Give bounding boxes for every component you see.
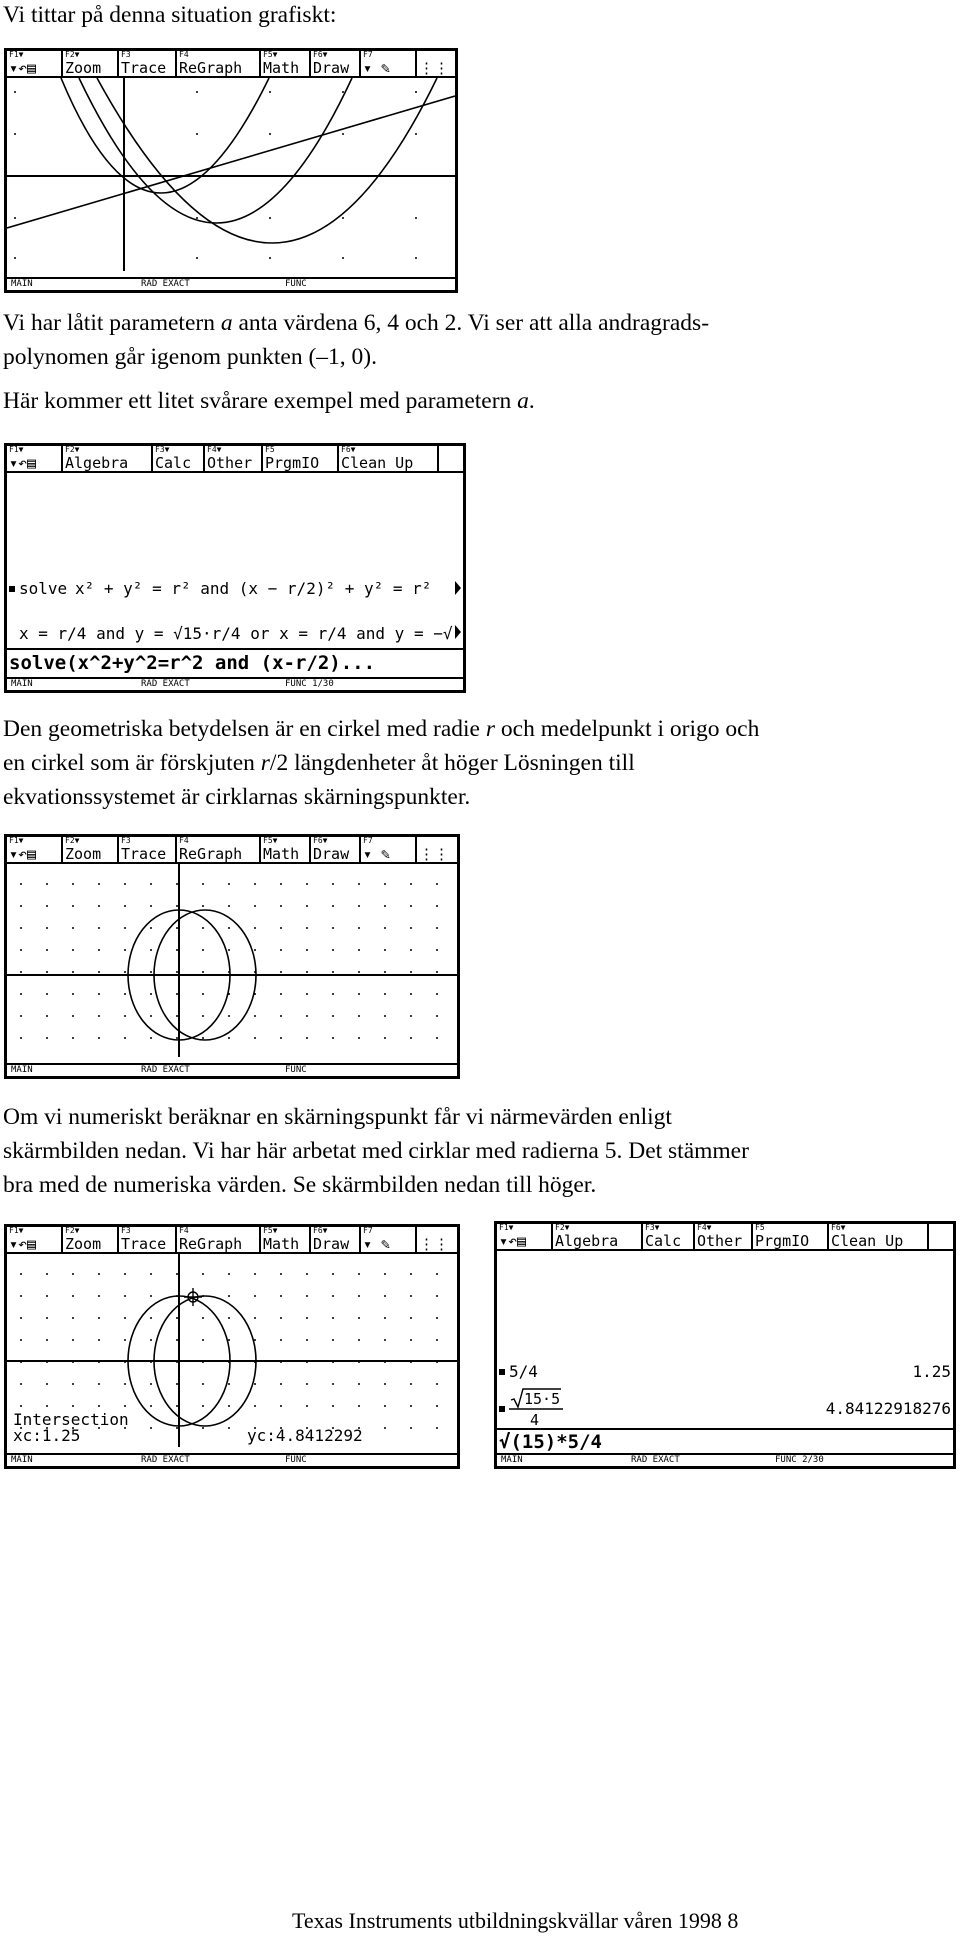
home-screen-solve <box>4 443 466 693</box>
f4-other-key: F4▼ Other <box>205 446 263 471</box>
f7-pencil-key: F7 ▾ ✎ <box>361 51 417 76</box>
f7-pencil-key: F7 ▾ ✎ <box>361 1227 417 1252</box>
f2-algebra-key: F2▼ Algebra <box>63 446 153 471</box>
f5-math-key: F5▼ Math <box>261 837 311 862</box>
solve-equation: x² + y² = r² and (x − r/2)² + y² = r² <box>75 579 432 598</box>
busy-indicator-icon: ⋮⋮ <box>419 1235 449 1253</box>
yc-readout: yc:4.8412292 <box>247 1426 363 1445</box>
svg-text:15·5: 15·5 <box>524 1390 561 1408</box>
f4-regraph-key: F4 ReGraph <box>177 51 261 76</box>
f2-zoom-key: F2▼ Zoom <box>63 837 119 862</box>
f4-other-key: F4▼ Other <box>695 1224 753 1249</box>
intersection-label: Intersection <box>13 1410 129 1429</box>
history-result-1: 1.25 <box>912 1362 951 1381</box>
status-bar: MAIN RAD EXACT FUNC 1/30 <box>7 677 463 690</box>
numeric-history <box>497 1251 953 1454</box>
graph-toolbar <box>7 51 455 78</box>
status-bar: MAIN RAD EXACT FUNC <box>7 277 455 290</box>
f7-pencil-key: F7 ▾ ✎ <box>361 837 417 862</box>
pencil-icon: ▾ ✎ <box>363 1235 391 1253</box>
f6-cleanup-key: F6▼ Clean Up <box>829 1224 929 1249</box>
f6-draw-key: F6▼ Draw <box>311 1227 361 1252</box>
f3-calc-key: F3▼ Calc <box>643 1224 695 1249</box>
history-result-2: 4.84122918276 <box>825 1399 951 1418</box>
f4-regraph-key: F4 ReGraph <box>177 837 261 862</box>
paragraph-geometric-3: ekvationssystemet är cirklarnas skärningspunkter. <box>3 784 471 810</box>
intro-text: Vi tittar på denna situation grafiskt: <box>3 2 337 28</box>
paragraph-numeric-3: bra med de numeriska värden. Se skärmbilden nedan till höger. <box>3 1172 597 1198</box>
home-toolbar <box>7 446 463 473</box>
toolbox-icon: ▾↶▤ <box>9 845 37 863</box>
f1-tools-key: F1▼ ▾↶▤ <box>7 446 63 471</box>
f4-regraph-key: F4 ReGraph <box>177 1227 261 1252</box>
f5-math-key: F5▼ Math <box>261 51 311 76</box>
home-screen-numeric <box>494 1221 956 1469</box>
toolbox-icon: ▾↶▤ <box>9 454 37 472</box>
f3-calc-key: F3▼ Calc <box>153 446 205 471</box>
f2-zoom-key: F2▼ Zoom <box>63 1227 119 1252</box>
paragraph-parameter-cont: polynomen går igenom punkten (–1, 0). <box>3 344 377 370</box>
status-bar: MAIN RAD EXACT FUNC <box>7 1063 457 1076</box>
paragraph-geometric-2: en cirkel som är förskjuten r/2 längdenheter åt höger Lösningen till <box>3 750 635 776</box>
pencil-icon: ▾ ✎ <box>363 845 391 863</box>
f3-trace-key: F3 Trace <box>119 51 177 76</box>
svg-text:4: 4 <box>530 1411 540 1429</box>
f5-prgmio-key: F5 PrgmIO <box>753 1224 829 1249</box>
circles-graph <box>7 864 457 1057</box>
home-toolbar <box>497 1224 953 1251</box>
graph-toolbar <box>7 837 457 864</box>
paragraph-numeric-2: skärmbilden nedan. Vi har här arbetat med cirklar med radierna 5. Det stämmer <box>3 1138 749 1164</box>
solve-keyword: solve <box>19 579 68 598</box>
f2-zoom-key: F2▼ Zoom <box>63 51 119 76</box>
f6-draw-key: F6▼ Draw <box>311 837 361 862</box>
page-footer: Texas Instruments utbildningskvällar våren 1998 8 <box>292 1908 739 1933</box>
toolbox-icon: ▾↶▤ <box>9 59 37 77</box>
paragraph-numeric-1: Om vi numeriskt beräknar en skärningspunkt får vi närmevärden enligt <box>3 1104 672 1130</box>
toolbox-icon: ▾↶▤ <box>9 1235 37 1253</box>
f6-cleanup-key: F6▼ Clean Up <box>339 446 439 471</box>
solve-history <box>7 473 463 678</box>
f5-prgmio-key: F5 PrgmIO <box>263 446 339 471</box>
f1-tools-key: F1▼ ▾↶▤ <box>7 837 63 862</box>
paragraph-geometric-1: Den geometriska betydelsen är en cirkel med radie r och medelpunkt i origo och <box>3 716 760 742</box>
entry-line: √(15)*5/4 <box>499 1431 602 1453</box>
f2-algebra-key: F2▼ Algebra <box>553 1224 643 1249</box>
f3-trace-key: F3 Trace <box>119 837 177 862</box>
paragraph-parameter: Vi har låtit parametern a anta värdena 6, 4 och 2. Vi ser att alla andragrads- <box>3 310 710 336</box>
status-bar: MAIN RAD EXACT FUNC 2/30 <box>497 1453 953 1466</box>
f6-draw-key: F6▼ Draw <box>311 51 361 76</box>
paragraph-harder-example: Här kommer ett litet svårare exempel med parametern a. <box>3 388 535 414</box>
f1-tools-key: F1▼ ▾↶▤ <box>497 1224 553 1249</box>
f1-tools-key: F1▼ ▾↶▤ <box>7 1227 63 1252</box>
graph-screen-intersection <box>4 1224 460 1469</box>
f5-math-key: F5▼ Math <box>261 1227 311 1252</box>
busy-indicator-icon: ⋮⋮ <box>419 59 449 77</box>
sqrt15-times-5-over-4 <box>509 1389 563 1429</box>
entry-line: solve(x^2+y^2=r^2 and (x-r/2)... <box>9 652 376 674</box>
f1-tools-key: F1▼ ▾↶▤ <box>7 51 63 76</box>
graph-screen-circles <box>4 834 460 1079</box>
parabola-graph <box>7 78 455 271</box>
f3-trace-key: F3 Trace <box>119 1227 177 1252</box>
intersection-graph <box>7 1254 457 1447</box>
busy-indicator-icon: ⋮⋮ <box>419 845 449 863</box>
toolbox-icon: ▾↶▤ <box>499 1232 527 1250</box>
graph-toolbar <box>7 1227 457 1254</box>
crosshair-cursor-icon <box>184 1288 202 1306</box>
history-expr-1: 5/4 <box>509 1362 538 1381</box>
pencil-icon: ▾ ✎ <box>363 59 391 77</box>
solve-result: x = r/4 and y = √15·r/4 or x = r/4 and y = −√ <box>19 624 453 643</box>
status-bar: MAIN RAD EXACT FUNC <box>7 1453 457 1466</box>
graph-screen-parabolas <box>4 48 458 293</box>
xc-readout: xc:1.25 <box>13 1426 81 1445</box>
